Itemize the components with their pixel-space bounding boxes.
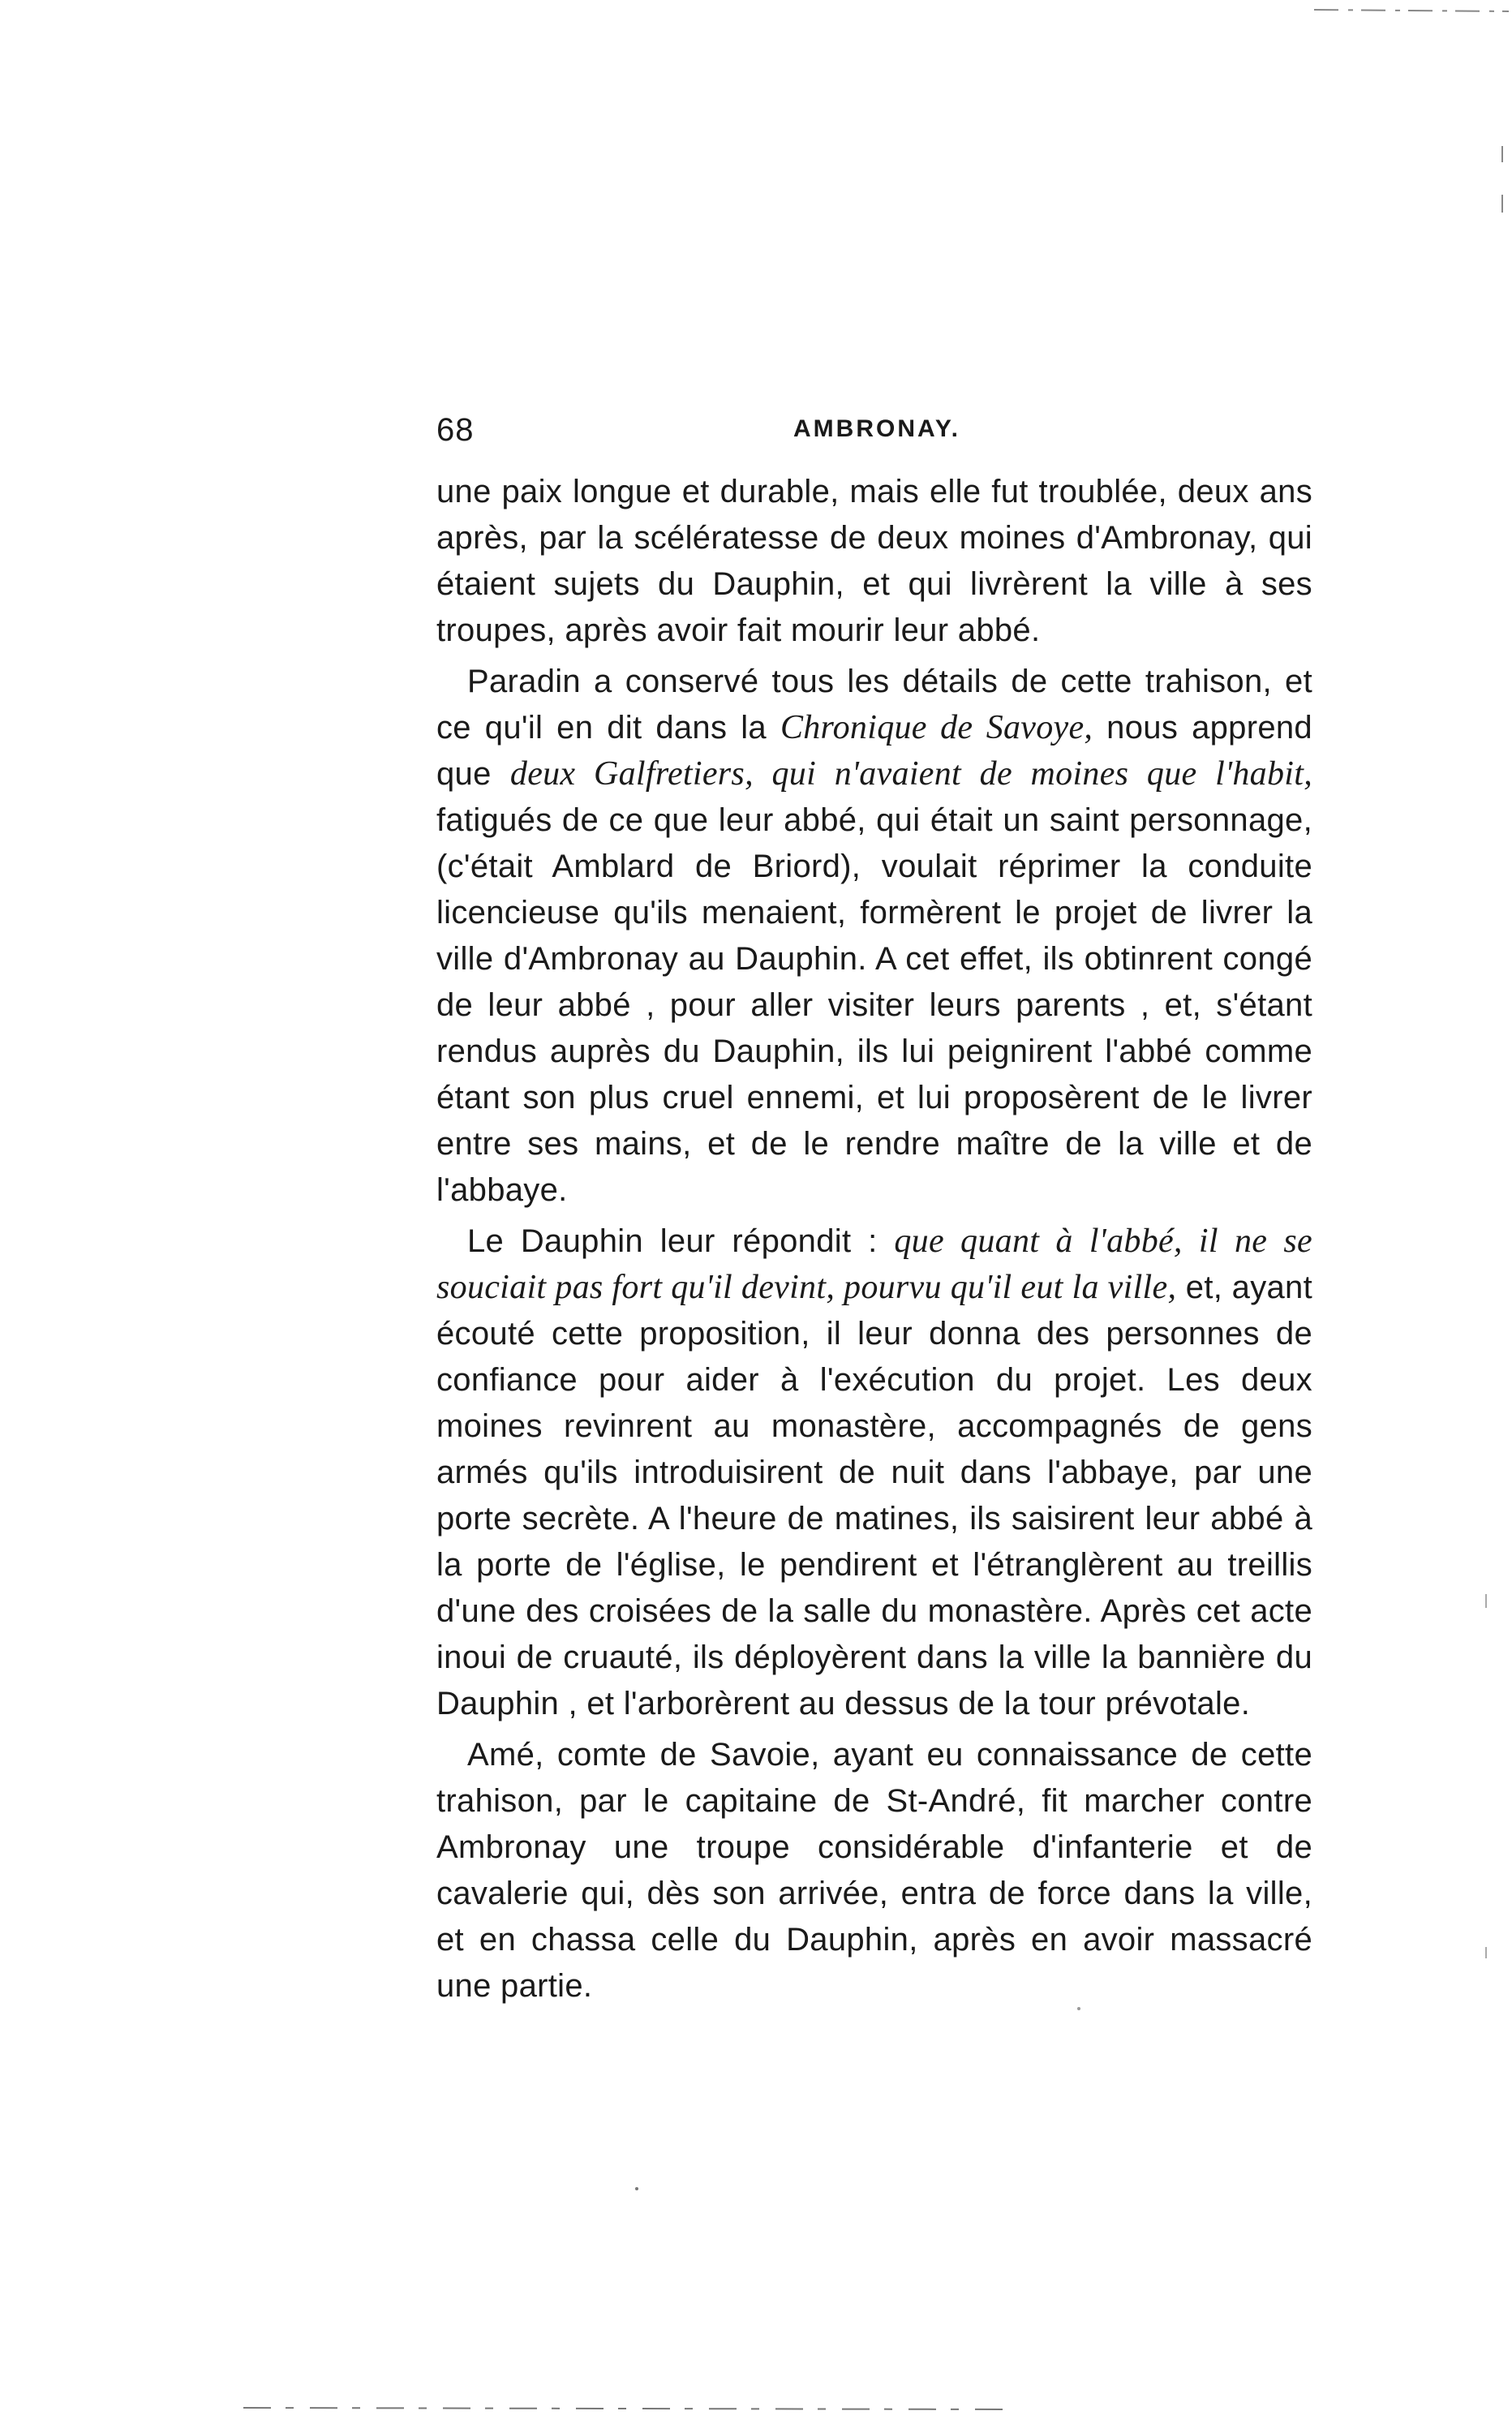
text-run: fatigués de ce que leur abbé, qui était un saint personnage, (c'était Amblard de Briord), voulait réprimer la conduite licencieuse qu'ils menaient, formèrent le projet de livrer la ville d'Ambronay au Dauphin. A cet effet, ils obtinrent congé de leur abbé , pour aller visiter leurs parents , et, s'étant rendus auprès du Dauphin, ils lui peignirent l'abbé comme étant son plus cruel ennemi, et lui proposèrent de le livrer entre ses mains, et de le rendre maître de la ville et de l'abbaye. xyxy=(436,802,1312,1208)
italic-quote: deux Galfretiers, qui n'avaient de moines que l'habit, xyxy=(509,755,1312,793)
text-run: Amé, comte de Savoie, ayant eu connaissance de cette trahison, par le capitaine de St-André, fit marcher contre Ambronay une troupe considérable d'infanterie et de cavalerie qui, dès son arrivée, entra de force dans la ville, et en chassa celle du Dauphin, après en avoir massacré une partie. xyxy=(436,1737,1312,2004)
text-run: Le Dauphin leur répondit : xyxy=(467,1223,895,1259)
page-number: 68 xyxy=(436,412,475,448)
scan-dot xyxy=(635,2187,638,2190)
text-run: et, ayant écouté cette proposition, il leur donna des personnes de confiance pour aider à l'exécution du projet. Les deux moines revinrent au monastère, accompagnés de gens armés qu'ils introduisirent de nuit dans l'abbaye, par une porte secrète. A l'heure de matines, ils saisirent leur abbé à la porte de l'église, le pendirent et l'étranglèrent au treillis d'une des croisées de la salle du monastère. Après cet acte inoui de cruauté, ils déployèrent dans la ville la bannière du Dauphin , et l'arborèrent au dessus de la tour prévotale. xyxy=(436,1270,1312,1721)
scan-mark-top-right xyxy=(1314,10,1509,11)
italic-quote: que quant à l'abbé, il ne se souciait pas fort qu'il devint, pourvu qu'il eut la ville, xyxy=(436,1223,1312,1306)
text-run: Paradin a conservé tous les détails de cette trahison, et ce qu'il en dit dans la xyxy=(436,664,1312,746)
running-head: AMBRONAY. xyxy=(793,415,960,442)
scan-mark-bottom xyxy=(243,2408,1006,2409)
italic-quote: Chronique de Savoye, xyxy=(780,709,1093,746)
text-run: nous apprend que xyxy=(436,710,1312,792)
text-run: une paix longue et durable, mais elle fut troublée, deux ans après, par la scélératesse de deux moines d'Ambronay, qui étaient sujets du Dauphin, et qui livrèrent la ville à ses troupes, après avoir fait mourir leur abbé. xyxy=(436,474,1312,648)
scan-dot-2 xyxy=(1077,2007,1080,2010)
